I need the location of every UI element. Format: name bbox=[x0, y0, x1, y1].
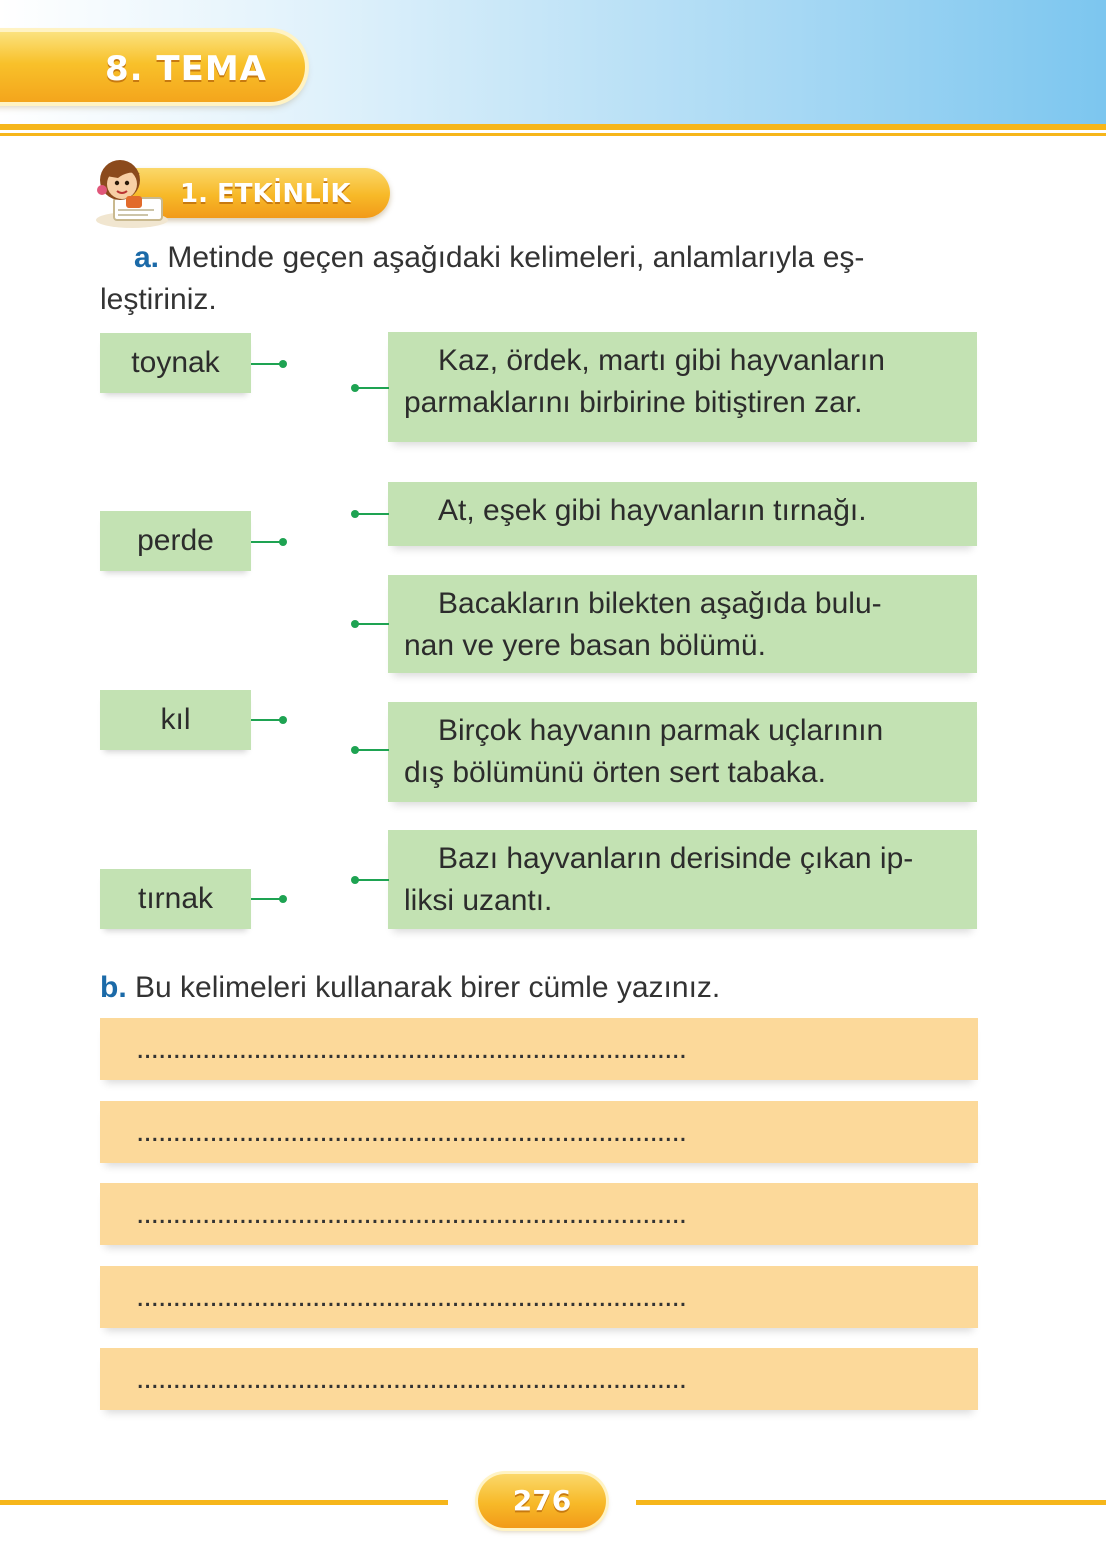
definition-box-2 bbox=[388, 482, 977, 546]
word-box-perde: perde bbox=[100, 511, 251, 571]
activity-label: 1. ETKİNLİK bbox=[180, 179, 351, 209]
word-connector-dot[interactable] bbox=[251, 714, 287, 726]
part-a-letter: a. bbox=[134, 241, 160, 274]
theme-label: 8. TEMA bbox=[105, 49, 267, 89]
part-a-instruction-line2: leştiriniz. bbox=[100, 283, 217, 316]
word-box-tirnak: tırnak bbox=[100, 869, 251, 929]
word-box-toynak: toynak bbox=[100, 333, 251, 393]
footer-line-right bbox=[636, 1500, 1106, 1505]
definition-5-line2: liksi uzantı. bbox=[404, 884, 553, 917]
part-a-instruction bbox=[100, 238, 980, 278]
definition-5-line1: Bazı hayvanların derisinde çıkan ip- bbox=[438, 842, 914, 875]
definition-box-3 bbox=[388, 575, 977, 673]
answer-line-2[interactable]: ........................................................................... bbox=[100, 1101, 978, 1163]
definition-2-line1: At, eşek gibi hayvanların tırnağı. bbox=[438, 494, 867, 527]
word-box-kil: kıl bbox=[100, 690, 251, 750]
definition-box-4 bbox=[388, 702, 977, 802]
definition-1-line2: parmaklarını birbirine bitiştiren zar. bbox=[404, 386, 863, 419]
footer-line-left bbox=[0, 1500, 448, 1505]
answer-line-1[interactable]: ........................................................................... bbox=[100, 1018, 978, 1080]
answer-line-5[interactable]: ........................................................................... bbox=[100, 1348, 978, 1410]
part-b-instruction bbox=[100, 968, 980, 1008]
definition-4-line1: Birçok hayvanın parmak uçlarının bbox=[438, 714, 884, 747]
definition-connector-dot[interactable] bbox=[351, 744, 387, 756]
word-connector-dot[interactable] bbox=[251, 536, 287, 548]
page-number: 276 bbox=[478, 1474, 606, 1528]
header-divider-thin bbox=[0, 133, 1106, 136]
definition-4-line2: dış bölümünü örten sert tabaka. bbox=[404, 756, 826, 789]
part-b-letter: b. bbox=[100, 971, 127, 1004]
answer-line-4[interactable]: ........................................................................... bbox=[100, 1266, 978, 1328]
definition-3-line1: Bacakların bilekten aşağıda bulu- bbox=[438, 587, 882, 620]
part-a-instruction-line1: Metinde geçen aşağıdaki kelimeleri, anlamlarıyla eş- bbox=[167, 241, 865, 274]
definition-connector-dot[interactable] bbox=[351, 382, 387, 394]
definition-box-5 bbox=[388, 830, 977, 929]
girl-reading-icon bbox=[92, 150, 174, 228]
definition-3-line2: nan ve yere basan bölümü. bbox=[404, 629, 766, 662]
definition-connector-dot[interactable] bbox=[351, 874, 387, 886]
definition-connector-dot[interactable] bbox=[351, 508, 387, 520]
definition-connector-dot[interactable] bbox=[351, 618, 387, 630]
answer-line-3[interactable]: ........................................................................... bbox=[100, 1183, 978, 1245]
word-connector-dot[interactable] bbox=[251, 893, 287, 905]
header-divider bbox=[0, 124, 1106, 130]
word-connector-dot[interactable] bbox=[251, 358, 287, 370]
definition-1-line1: Kaz, ördek, martı gibi hayvanların bbox=[438, 344, 885, 377]
part-b-instruction-text: Bu kelimeleri kullanarak birer cümle yazınız. bbox=[135, 971, 721, 1004]
definition-box-1 bbox=[388, 332, 977, 442]
